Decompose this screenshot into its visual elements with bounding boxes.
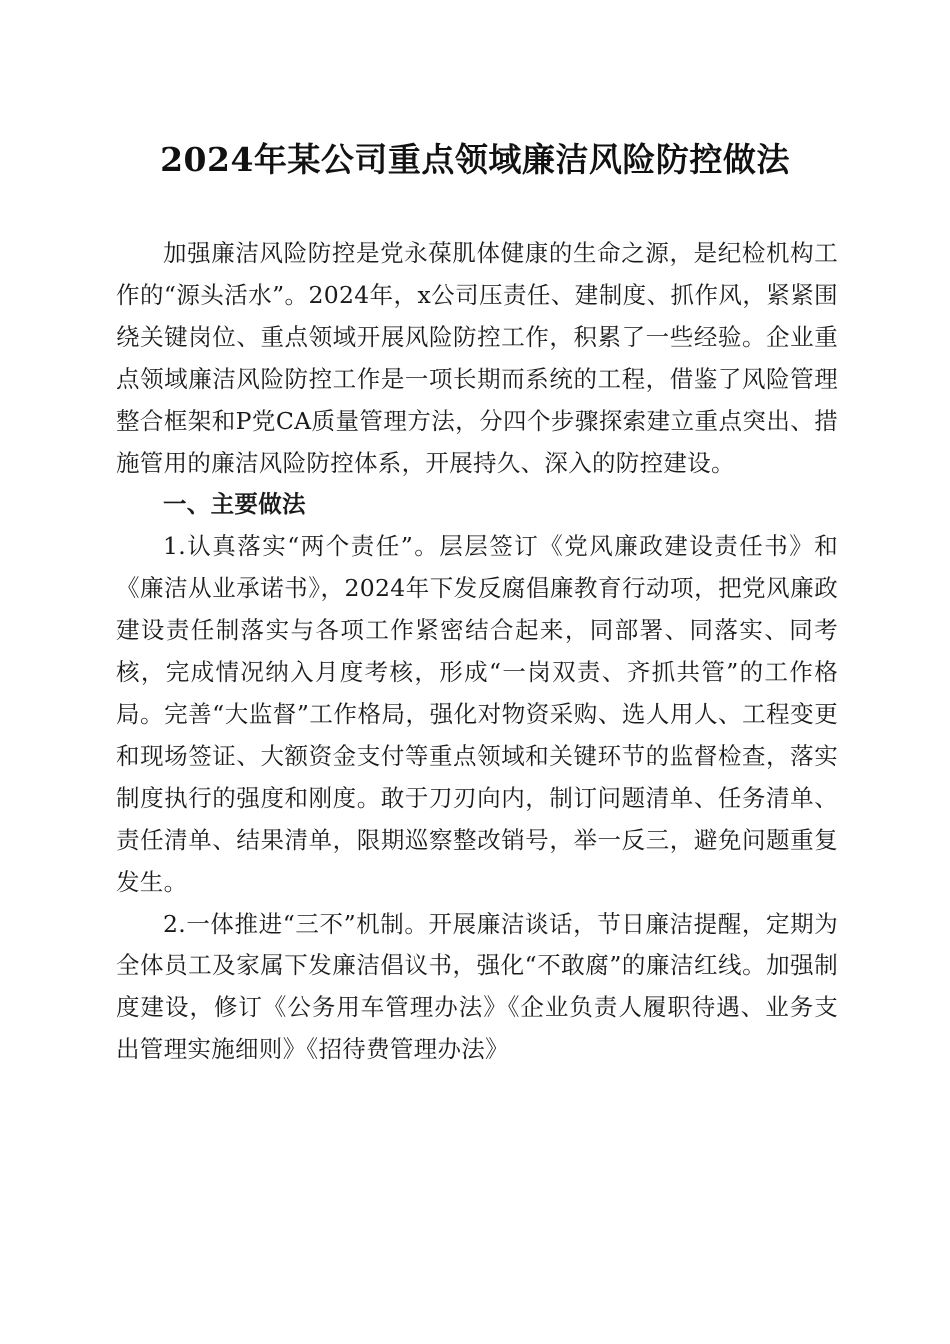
intro-paragraph: 加强廉洁风险防控是党永葆肌体健康的生命之源，是纪检机构工作的“源头活水”。2024年，x公司压责任、建制度、抓作风，紧紧围绕关键岗位、重点领域开展风险防控工作，积累了一些经验。企业重点领域廉洁风险防控工作是一项长期而系统的工程，借鉴了风险管理整合框架和P党CA质量管理方法，分四个步骤探索建立重点突出、措施管用的廉洁风险防控体系，开展持久、深入的防控建设。: [116, 239, 838, 477]
paragraph-2: 2.一体推进“三不”机制。开展廉洁谈话，节日廉洁提醒，定期为全体员工及家属下发廉洁倡议书，强化“不敢腐”的廉洁红线。加强制度建设，修订《公务用车管理办法》《企业负责人履职待遇、业务支出管理实施细则》《招待费管理办法》: [116, 909, 838, 1064]
paragraph-1: 1.认真落实“两个责任”。层层签订《党风廉政建设责任书》和《廉洁从业承诺书》，2024年下发反腐倡廉教育行动项，把党风廉政建设责任制落实与各项工作紧密结合起来，同部署、同落实、同考核，完成情况纳入月度考核，形成“一岗双责、齐抓共管”的工作格局。完善“大监督”工作格局，强化对物资采购、选人用人、工程变更和现场签证、大额资金支付等重点领域和关键环节的监督检查，落实制度执行的强度和刚度。敢于刀刃向内，制订问题清单、任务清单、责任清单、结果清单，限期巡察整改销号，举一反三，避免问题重复发生。: [116, 532, 838, 896]
document-body: [116, 233, 838, 1071]
section-heading: 一、主要做法: [163, 490, 306, 519]
document-title: 2024年某公司重点领域廉洁风险防控做法: [160, 140, 790, 179]
